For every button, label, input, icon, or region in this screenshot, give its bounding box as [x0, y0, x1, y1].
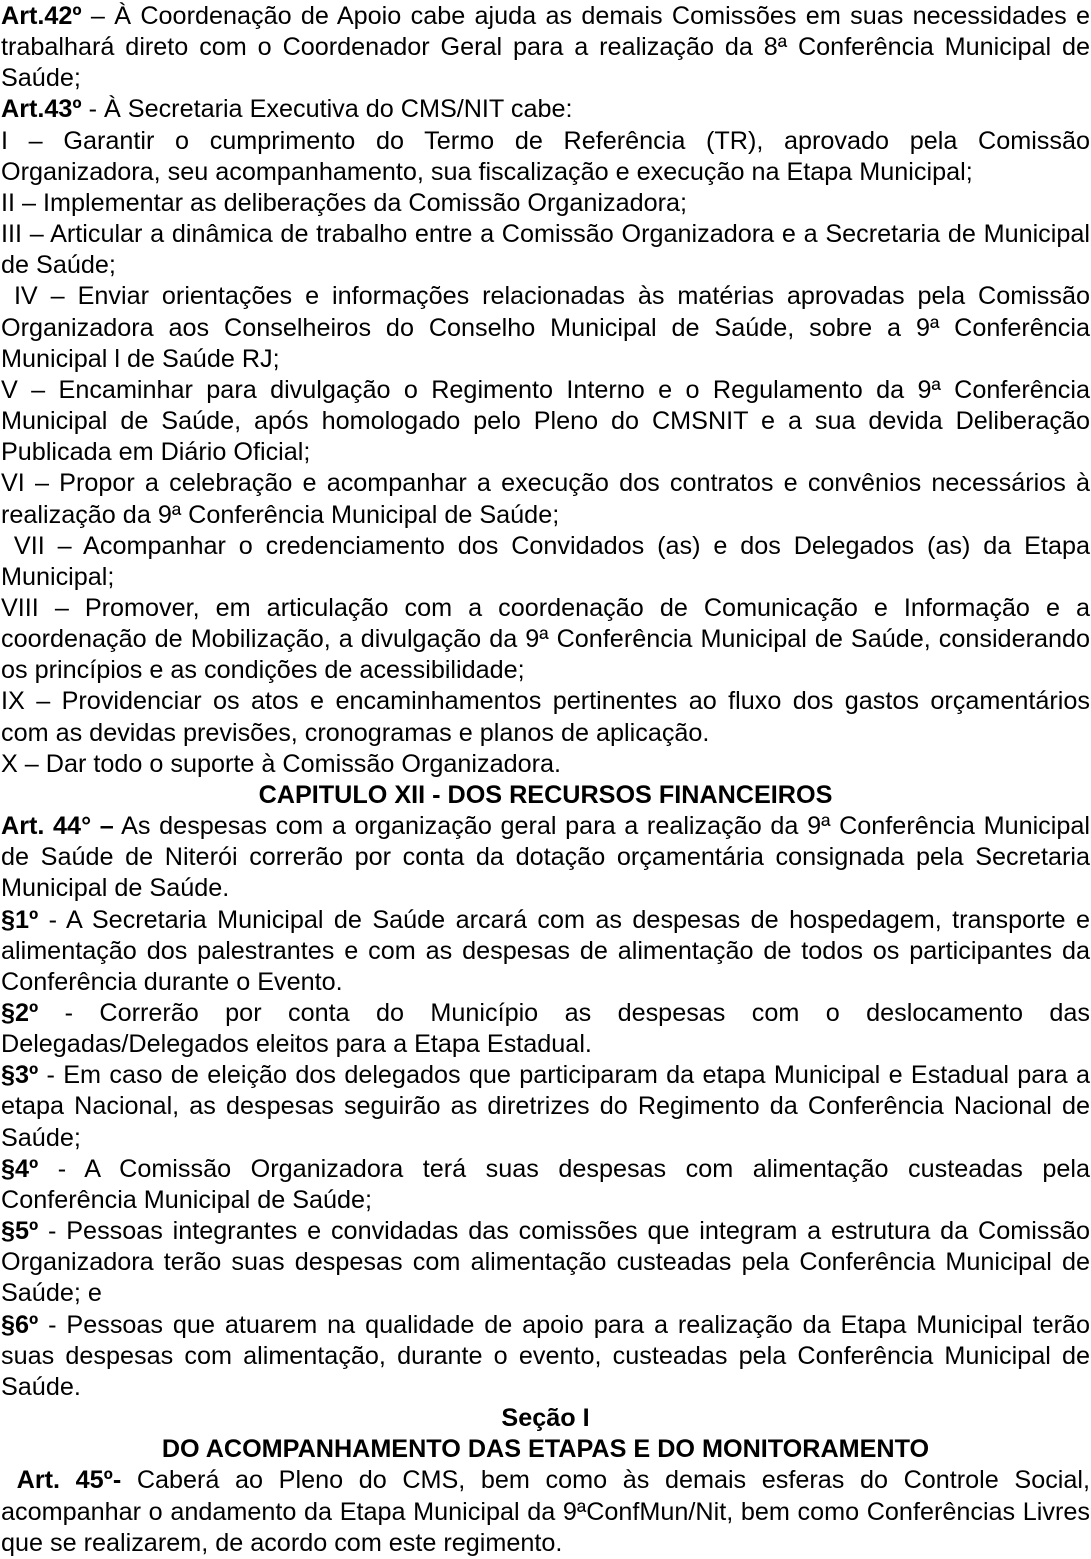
article-44-label: Art. 44° – [1, 812, 114, 841]
article-43-item-vii: VII – Acompanhar o credenciamento dos Convidados (as) e dos Delegados (as) da Etapa Municipal; [1, 531, 1090, 591]
article-42-text: – À Coordenação de Apoio cabe ajuda as demais Comissões em suas necessidades e trabalhará direto com o Coordenador Geral para a realização da 8ª Conferência Municipal de Saúde; [1, 2, 1090, 93]
article-43-item-iii: III – Articular a dinâmica de trabalho entre a Comissão Organizadora e a Secretaria de Municipal de Saúde; [1, 220, 1090, 280]
article-43-label: Art.43º [1, 95, 82, 124]
article-44 [1, 811, 1090, 904]
article-43-item-v: V – Encaminhar para divulgação o Regimento Interno e o Regulamento da 9ª Conferência Municipal de Saúde, após homologado pelo Pleno do CMSNIT e a sua devida Deliberação Publicada em Diário Oficial; [1, 375, 1090, 467]
paragraph-6-text: - Pessoas que atuarem na qualidade de apoio para a realização da Etapa Municipal terão suas despesas com alimentação, durante o evento, custeadas pela Conferência Municipal de Saúde. [1, 1310, 1090, 1401]
article-43-item-vi: VI – Propor a celebração e acompanhar a execução dos contratos e convênios necessários à realização da 9ª Conferência Municipal de Saúde; [1, 469, 1090, 529]
article-43-item-x: X – Dar todo o suporte à Comissão Organizadora. [1, 749, 562, 778]
paragraph-6-label: §6º [1, 1310, 39, 1339]
article-42-label: Art.42º [1, 2, 82, 30]
article-43-item-viii: VIII – Promover, em articulação com a coordenação de Comunicação e Informação e a coordenação de Mobilização, a divulgação da 9ª Conferência Municipal de Saúde, considerando os princípios e as condições de acessibilidade; [1, 593, 1090, 685]
article-44-paragraph-3 [1, 1060, 1090, 1153]
article-44-paragraph-6 [1, 1310, 1090, 1403]
article-43-item-ix: IX – Providenciar os atos e encaminhamentos pertinentes ao fluxo dos gastos orçamentários com as devidas previsões, cronogramas e planos de aplicação. [1, 687, 1090, 747]
article-45 [1, 1465, 1090, 1558]
paragraph-1-text: - A Secretaria Municipal de Saúde arcará com as despesas de hospedagem, transporte e alimentação dos palestrantes e com as despesas de alimentação de todos os participantes da Conferência durante o Evento. [1, 905, 1090, 996]
article-43-item-ii: II – Implementar as deliberações da Comissão Organizadora; [1, 188, 688, 217]
article-43 [1, 94, 1090, 125]
article-44-paragraph-1 [1, 905, 1090, 998]
paragraph-3-text: - Em caso de eleição dos delegados que participaram da etapa Municipal e Estadual para a etapa Nacional, as despesas seguirão as diretrizes do Regimento da Conferência Nacional de Saúde; [1, 1061, 1090, 1152]
article-44-paragraph-4 [1, 1154, 1090, 1216]
article-44-paragraph-5 [1, 1216, 1090, 1309]
paragraph-2-text: - Correrão por conta do Município as despesas com o deslocamento das Delegadas/Delegados eleitos para a Etapa Estadual. [1, 999, 1090, 1059]
paragraph-2-label: §2º [1, 999, 39, 1027]
section-1-heading: Seção I [501, 1404, 590, 1433]
paragraph-1-label: §1º [1, 905, 39, 934]
paragraph-3-label: §3º [1, 1061, 39, 1090]
paragraph-4-text: - A Comissão Organizadora terá suas despesas com alimentação custeadas pela Conferência Municipal de Saúde; [1, 1154, 1090, 1214]
article-42 [1, 1, 1090, 94]
paragraph-4-label: §4º [1, 1154, 39, 1183]
article-43-item-iv: IV – Enviar orientações e informações relacionadas às matérias aprovadas pela Comissão Organizadora aos Conselheiros do Conselho Municipal de Saúde, sobre a 9ª Conferência Municipal l de Saúde RJ; [1, 282, 1090, 373]
article-45-label: Art. 45º- [1, 1466, 122, 1495]
chapter-12-heading: CAPITULO XII - DOS RECURSOS FINANCEIROS [258, 780, 833, 809]
article-43-item-i: I – Garantir o cumprimento do Termo de Referência (TR), aprovado pela Comissão Organizadora, seu acompanhamento, sua fiscalização e execução na Etapa Municipal; [1, 126, 1090, 186]
paragraph-5-label: §5º [1, 1217, 39, 1246]
article-44-paragraph-2 [1, 998, 1090, 1060]
paragraph-5-text: - Pessoas integrantes e convidadas das comissões que integram a estrutura da Comissão Organizadora terão suas despesas com alimentação custeadas pela Conferência Municipal de Saúde; e [1, 1217, 1090, 1308]
section-1-subheading: DO ACOMPANHAMENTO DAS ETAPAS E DO MONITORAMENTO [161, 1435, 930, 1464]
article-45-text: Caberá ao Pleno do CMS, bem como às demais esferas do Controle Social, acompanhar o andamento da Etapa Municipal da 9ªConfMun/Nit, bem como Conferências Livres que se realizarem, de acordo com este regimento. [1, 1466, 1091, 1557]
article-43-text: - À Secretaria Executiva do CMS/NIT cabe: [81, 95, 573, 124]
article-44-text: As despesas com a organização geral para a realização da 9ª Conferência Municipal de Saúde de Niterói correrão por conta da dotação orçamentária consignada pela Secretaria Municipal de Saúde. [1, 812, 1090, 903]
